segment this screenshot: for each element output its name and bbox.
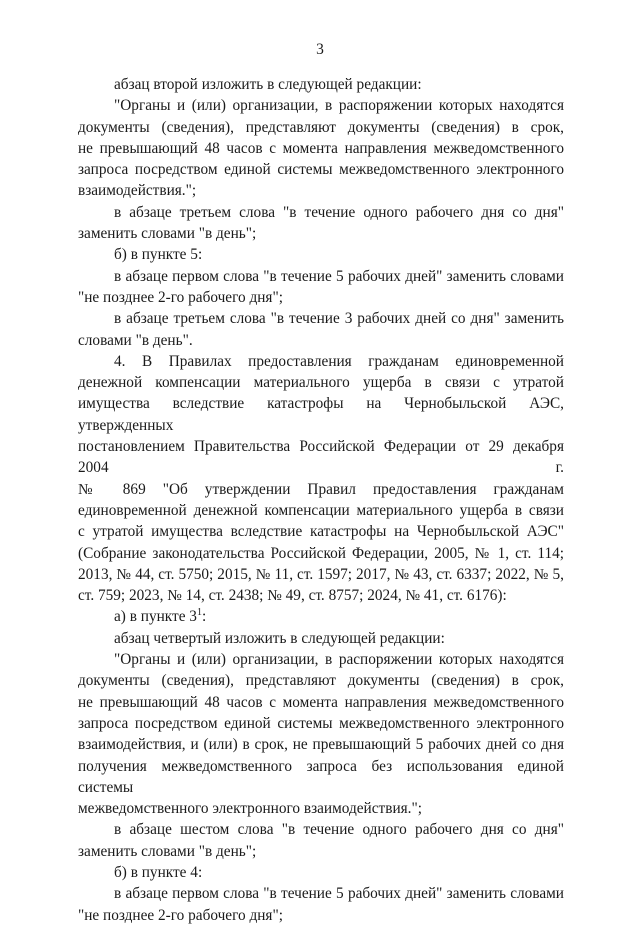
text-line-content: "не позднее 2-го рабочего дня";	[78, 288, 283, 306]
text-line-tail: :	[201, 608, 207, 626]
text-line	[78, 95, 564, 116]
text-line-content: а) в пункте 3	[114, 608, 197, 626]
text-line	[78, 202, 564, 223]
text-line-content: словами "в день".	[78, 331, 193, 349]
text-line-content: межведомственного электронного взаимодействия.";	[78, 800, 422, 818]
text-line-content: "Органы и (или) организации, в распоряжении которых находятся	[114, 651, 564, 669]
text-line	[78, 585, 564, 606]
text-line	[78, 308, 564, 329]
text-line-content: запроса посредством единой системы межведомственного электронного	[78, 161, 564, 179]
text-line	[78, 521, 564, 542]
text-line	[78, 479, 564, 500]
text-line-content: взаимодействия.";	[78, 182, 197, 200]
text-line	[78, 266, 564, 287]
text-line	[78, 138, 564, 159]
text-line-content: с утратой имущества вследствие катастрофы на Чернобыльской АЭС"	[78, 523, 564, 541]
text-line-content: б) в пункте 5:	[114, 246, 203, 264]
text-line	[78, 330, 564, 351]
text-line-content: не превышающий 48 часов с момента направления межведомственного	[78, 139, 564, 157]
text-line	[78, 734, 564, 755]
text-line	[78, 244, 564, 265]
text-line-content: постановлением Правительства Российской Федерации от 29 декабря 2004 г.	[78, 438, 564, 477]
document-body	[78, 74, 564, 926]
text-line-content: в абзаце третьем слова "в течение 3 рабочих дней со дня" заменить	[114, 310, 564, 328]
page-number: 3	[316, 41, 324, 58]
text-line-content: (Собрание законодательства Российской Федерации, 2005, № 1, ст. 114;	[78, 544, 564, 562]
text-line-content: взаимодействия, и (или) в срок, не превышающий 5 рабочих дней со дня	[78, 736, 564, 754]
text-line-content: заменить словами "в день";	[78, 842, 257, 860]
text-line	[78, 905, 564, 926]
text-line-content: абзац второй изложить в следующей редакции:	[114, 76, 422, 93]
text-line-content: "Органы и (или) организации, в распоряжении которых находятся	[114, 97, 564, 115]
text-line-content: в абзаце шестом слова "в течение одного рабочего дня со дня"	[114, 821, 564, 839]
text-line-content: 4. В Правилах предоставления гражданам единовременной	[114, 352, 564, 370]
text-line	[78, 649, 564, 670]
text-line	[78, 862, 564, 883]
text-line-content: 2013, № 44, ст. 5750; 2015, № 11, ст. 1597; 2017, № 43, ст. 6337; 2022, № 5,	[78, 565, 564, 583]
text-line	[78, 159, 564, 180]
text-line-content: не превышающий 48 часов с момента направления межведомственного	[78, 693, 564, 711]
text-line	[78, 351, 564, 372]
text-line	[78, 670, 564, 691]
text-line-content: документы (сведения), представляют документы (сведения) в срок,	[78, 118, 564, 136]
text-line	[78, 841, 564, 862]
text-line-content: единовременной денежной компенсации материального ущерба в связи	[78, 501, 564, 519]
text-line-content: в абзаце первом слова "в течение 5 рабочих дней" заменить словами	[114, 885, 564, 903]
text-line-content: получения межведомственного запроса без использования единой системы	[78, 757, 564, 796]
text-line-content: заменить словами "в день";	[78, 225, 257, 243]
text-line	[78, 756, 564, 799]
text-line-content: в абзаце первом слова "в течение 5 рабочих дней" заменить словами	[114, 267, 564, 285]
text-line	[78, 819, 564, 840]
text-line-content: документы (сведения), представляют документы (сведения) в срок,	[78, 672, 564, 690]
text-line	[78, 393, 564, 436]
text-line-content: ст. 759; 2023, № 14, ст. 2438; № 49, ст. 8757; 2024, № 41, ст. 6176):	[78, 587, 507, 605]
text-line	[78, 287, 564, 308]
text-line	[78, 883, 564, 904]
text-line	[78, 564, 564, 585]
text-line	[78, 74, 564, 95]
text-line	[78, 436, 564, 479]
text-line	[78, 223, 564, 244]
text-line	[78, 117, 564, 138]
text-line	[78, 543, 564, 564]
text-line-content: абзац четвертый изложить в следующей редакции:	[114, 629, 445, 647]
text-line-content: имущества вследствие катастрофы на Чернобыльской АЭС, утвержденных	[78, 395, 564, 434]
text-line	[78, 798, 564, 819]
text-line	[78, 372, 564, 393]
text-line	[78, 180, 564, 201]
text-line	[78, 713, 564, 734]
text-line-content: "не позднее 2-го рабочего дня";	[78, 906, 283, 924]
text-line	[78, 692, 564, 713]
text-line-content: в абзаце третьем слова "в течение одного рабочего дня со дня"	[114, 203, 564, 221]
text-line	[78, 500, 564, 521]
text-line-content: денежной компенсации материального ущерба в связи с утратой	[78, 374, 564, 392]
text-line-content: № 869 "Об утверждении Правил предоставления гражданам	[78, 480, 564, 498]
text-line	[78, 606, 564, 627]
text-line-content: б) в пункте 4:	[114, 863, 203, 881]
text-line	[78, 628, 564, 649]
superscript: 1	[196, 607, 202, 619]
text-line-content: запроса посредством единой системы межведомственного электронного	[78, 714, 564, 732]
